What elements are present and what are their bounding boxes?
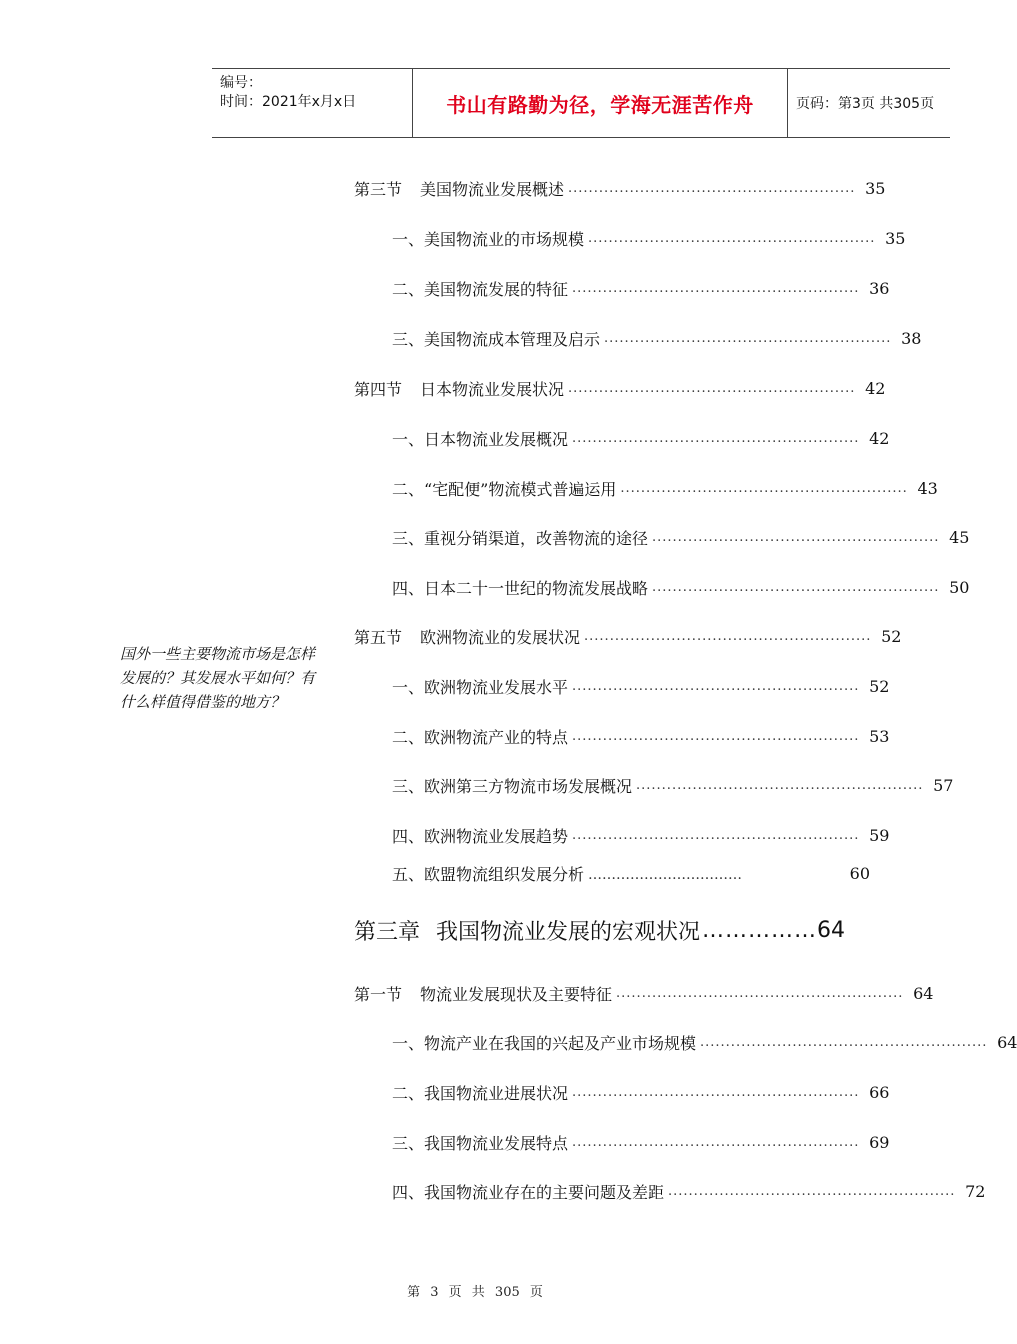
toc-page-number: 43 (917, 478, 938, 498)
toc-section-number: 第五节 (354, 627, 403, 647)
toc-leader-dots: ........................................................ (668, 1184, 956, 1199)
toc-item-title: 四、我国物流业存在的主要问题及差距 (392, 1182, 665, 1202)
toc-section-title: 日本物流业发展状况 (420, 379, 565, 399)
header-motto-cell (413, 69, 788, 137)
toc-leader-dots: ........................................................ (572, 281, 860, 296)
motto-text: 书山有路勤为径，学海无涯苦作舟 (446, 92, 754, 117)
toc-item[interactable] (392, 673, 890, 699)
toc-item[interactable] (392, 1029, 1017, 1055)
toc-section-number: 第四节 (354, 379, 403, 399)
toc-page-number: 53 (869, 726, 890, 746)
toc-section-3[interactable] (354, 175, 886, 201)
toc-page-number: 64 (997, 1032, 1017, 1052)
toc-item[interactable] (392, 275, 890, 301)
toc-leader-dots: ........................................................ (616, 986, 904, 1001)
toc-leader-dots: ........................................................ (636, 778, 924, 793)
toc-page-number: 50 (949, 577, 970, 597)
toc-leader-dots: ........................................................ (652, 530, 940, 545)
time-label: 时间：2021年x月x日 (220, 94, 357, 110)
toc-item-title: 一、美国物流业的市场规模 (392, 229, 585, 249)
toc-item[interactable] (392, 1079, 890, 1105)
toc-item-title: 二、我国物流业进展状况 (392, 1083, 569, 1103)
toc-leader-dots: ........................................................ (572, 431, 860, 446)
toc-item-title: 二、欧洲物流产业的特点 (392, 727, 569, 747)
toc-leader-dots: ........................................................ (588, 231, 876, 246)
toc-item[interactable] (392, 772, 954, 798)
toc-leader-dots: …………… (702, 917, 818, 943)
toc-page-number: 69 (869, 1132, 890, 1152)
toc-leader-dots: ........................................................ (584, 629, 872, 644)
header-page-cell (788, 69, 950, 137)
toc-item-title: 一、物流产业在我国的兴起及产业市场规模 (392, 1033, 697, 1053)
toc-leader-dots: ........................................................ (604, 331, 892, 346)
toc-leader-dots: ........................................................ (572, 729, 860, 744)
toc-page-number: 64 (817, 917, 846, 943)
toc-item[interactable] (392, 225, 906, 251)
toc-section-4[interactable] (354, 375, 886, 401)
toc-item[interactable] (392, 574, 970, 600)
toc-chapter-3[interactable] (354, 913, 845, 947)
toc-leader-dots: ........................................................ (620, 481, 908, 496)
toc-item-title: 三、欧洲第三方物流市场发展概况 (392, 776, 633, 796)
toc-leader-dots: ........................................................ (652, 580, 940, 595)
toc-item[interactable] (392, 822, 890, 848)
side-note: 国外一些主要物流市场是怎样发展的？其发展水平如何？有什么样值得借鉴的地方？ (120, 645, 316, 711)
toc-page-number: 42 (869, 428, 890, 448)
toc-section-5[interactable] (354, 623, 902, 649)
toc-item-title: 二、美国物流发展的特征 (392, 279, 569, 299)
toc-page-number: 45 (949, 527, 970, 547)
toc-item-title: 二、“宅配便”物流模式普遍运用 (392, 479, 617, 499)
page-header (212, 68, 950, 138)
toc-item-title: 五、欧盟物流组织发展分析 (392, 864, 585, 884)
toc-page-number: 35 (865, 178, 886, 198)
toc-item[interactable] (392, 1178, 986, 1204)
toc-leader-dots: ........................................................ (568, 181, 856, 196)
toc-page-number: 35 (885, 228, 906, 248)
toc-item[interactable] (392, 860, 870, 886)
toc-item[interactable] (392, 425, 890, 451)
toc-leader-dots: ........................................................ (572, 679, 860, 694)
toc-item-title: 一、欧洲物流业发展水平 (392, 677, 569, 697)
toc-section-c3-1[interactable] (354, 980, 934, 1006)
toc-page-number: 52 (881, 626, 902, 646)
toc-leader-dots: ........................................................ (700, 1035, 988, 1050)
toc-item[interactable] (392, 325, 922, 351)
toc-page-number: 64 (913, 983, 934, 1003)
toc-page-number: 52 (869, 676, 890, 696)
header-left-cell (212, 69, 413, 137)
toc-leader-dots: ........................................................ (572, 1135, 860, 1150)
toc-page-number: 72 (965, 1181, 986, 1201)
toc-section-number: 第一节 (354, 984, 403, 1004)
toc-item-title: 三、美国物流成本管理及启示 (392, 329, 601, 349)
toc-page-number: 59 (869, 825, 890, 845)
toc-chapter-title: 我国物流业发展的宏观状况 (436, 919, 701, 945)
code-label: 编号： (220, 75, 262, 91)
toc-page-number: 38 (901, 328, 922, 348)
toc-item-title: 三、我国物流业发展特点 (392, 1133, 569, 1153)
toc-chapter-number: 第三章 (354, 919, 421, 945)
toc-item-title: 一、日本物流业发展概况 (392, 429, 569, 449)
page-footer: 第 3 页 共 305 页 (407, 1285, 543, 1300)
toc-section-title: 欧洲物流业的发展状况 (420, 627, 581, 647)
toc-page-number: 66 (869, 1082, 890, 1102)
toc-item[interactable] (392, 1129, 890, 1155)
toc-section-title: 美国物流业发展概述 (420, 179, 565, 199)
toc-item[interactable] (392, 723, 890, 749)
page-info: 页码：第3页 共305页 (796, 96, 935, 112)
toc-leader-dots: …………………………… (588, 867, 743, 883)
toc-item-title: 三、重视分销渠道，改善物流的途径 (392, 528, 649, 548)
toc-leader-dots: ........................................................ (572, 828, 860, 843)
toc-item[interactable] (392, 524, 970, 550)
toc-leader-dots: ........................................................ (572, 1085, 860, 1100)
toc-item-title: 四、欧洲物流业发展趋势 (392, 826, 569, 846)
toc-page-number: 60 (849, 863, 870, 883)
toc-item[interactable] (392, 475, 938, 501)
toc-leader-dots: ........................................................ (568, 381, 856, 396)
toc-section-number: 第三节 (354, 179, 403, 199)
toc-page-number: 42 (865, 378, 886, 398)
toc-page-number: 36 (869, 278, 890, 298)
toc-page-number: 57 (933, 775, 954, 795)
toc-section-title: 物流业发展现状及主要特征 (420, 984, 613, 1004)
toc-item-title: 四、日本二十一世纪的物流发展战略 (392, 578, 649, 598)
